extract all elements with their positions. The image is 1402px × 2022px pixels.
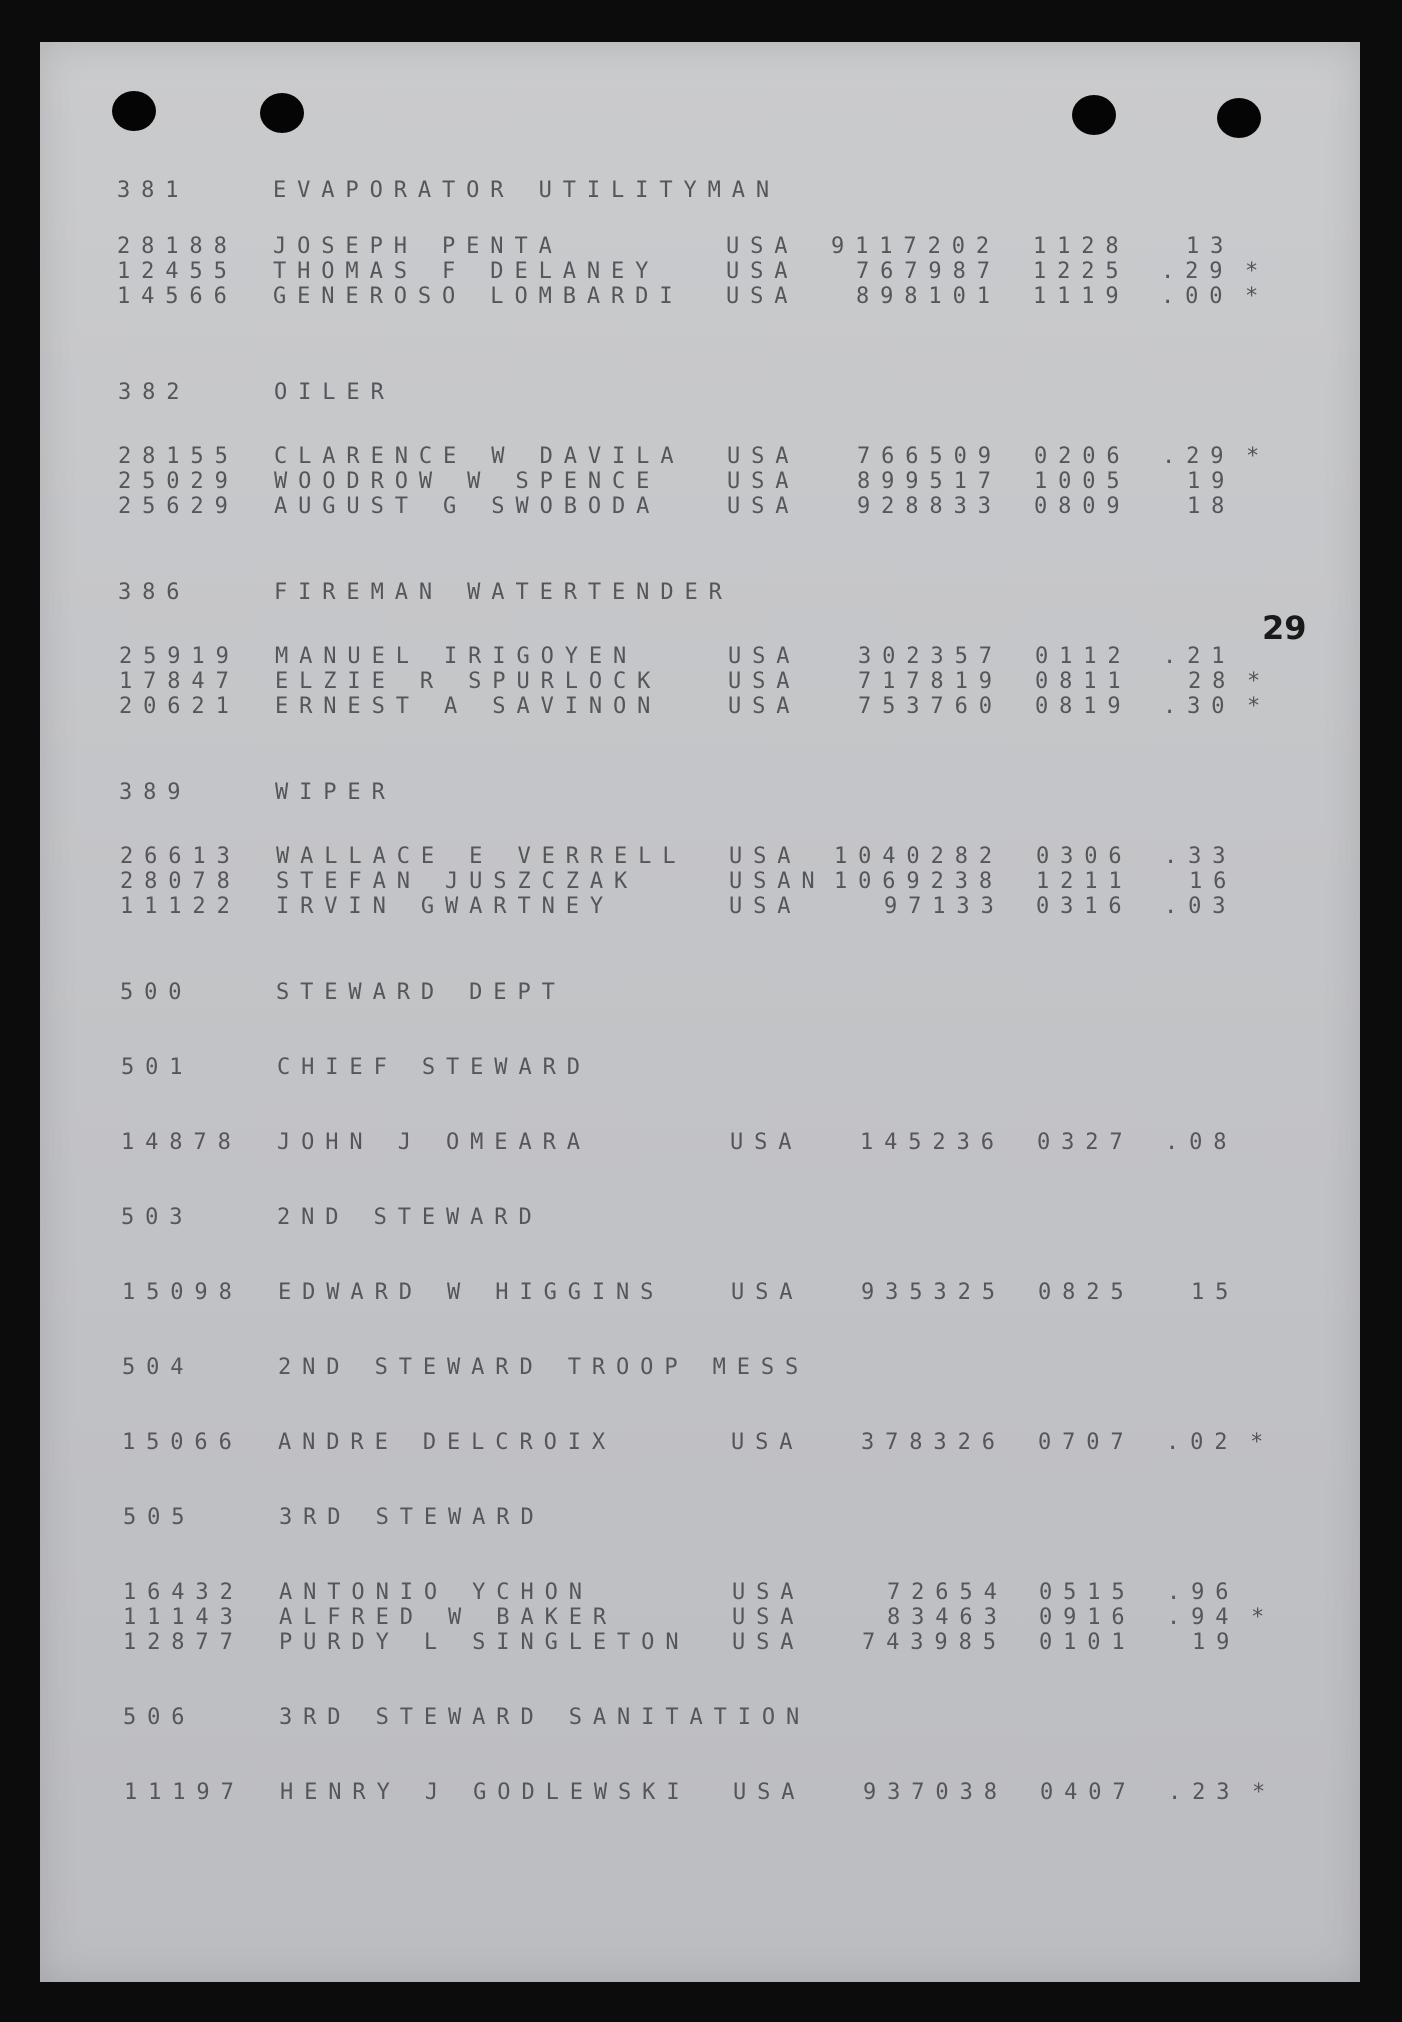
crew-id: 11143 [123,1605,244,1630]
crew-date: 0707 [1038,1430,1135,1455]
crew-date: 0825 [1038,1280,1135,1305]
crew-nationality: USA [730,1130,803,1155]
crew-nationality: USA [726,284,799,309]
crew-date: 1225 [1033,259,1130,284]
crew-name: MANUEL IRIGOYEN [275,644,638,669]
crew-number: 717819 [858,669,1003,694]
crew-value: 18 [1187,494,1236,519]
crew-number: 302357 [858,644,1003,669]
crew-name: JOSEPH PENTA [273,234,563,259]
crew-number: 97133 [884,894,1005,919]
crew-nationality: USA [728,694,801,719]
crew-number: 83463 [887,1605,1008,1630]
crew-id: 28188 [117,234,238,259]
section-code: 504 [122,1355,195,1380]
crew-id: 25919 [119,644,240,669]
section-code: 501 [121,1055,194,1080]
crew-id: 15066 [122,1430,243,1455]
crew-name: THOMAS F DELANEY [273,259,660,284]
crew-number: 899517 [857,469,1002,494]
crew-name: AUGUST G SWOBODA [274,494,661,519]
asterisk-mark: * [1247,669,1272,694]
crew-nationality: USAN [729,869,826,894]
section-code: 386 [118,580,191,605]
crew-id: 26613 [120,844,241,869]
section-code: 382 [118,380,191,405]
crew-nationality: USA [726,259,799,284]
crew-nationality: USA [729,894,802,919]
section-title: FIREMAN WATERTENDER [274,580,733,605]
crew-name: HENRY J GODLEWSKI [280,1780,691,1805]
crew-date: 0811 [1035,669,1132,694]
crew-number: 898101 [856,284,1001,309]
crew-value: .00 [1161,284,1234,309]
crew-date: 1211 [1036,869,1133,894]
crew-id: 25029 [118,469,239,494]
section-code: 389 [119,780,192,805]
asterisk-mark: * [1250,1430,1275,1455]
crew-value: 28 [1188,669,1237,694]
crew-date: 0327 [1037,1130,1134,1155]
crew-number: 935325 [861,1280,1006,1305]
section-title: 2ND STEWARD TROOP MESS [278,1355,810,1380]
crew-id: 11197 [124,1780,245,1805]
section-code: 381 [117,178,190,203]
crew-name: JOHN J OMEARA [277,1130,591,1155]
crew-id: 11122 [120,894,241,919]
crew-name: ELZIE R SPURLOCK [275,669,662,694]
crew-value: .03 [1164,894,1237,919]
crew-value: .33 [1164,844,1237,869]
asterisk-mark: * [1247,694,1272,719]
crew-value: .94 [1167,1605,1240,1630]
crew-date: 1119 [1033,284,1130,309]
crew-number: 72654 [887,1580,1008,1605]
crew-number: 766509 [857,444,1002,469]
section-title: WIPER [275,780,396,805]
crew-id: 20621 [119,694,240,719]
crew-number: 1069238 [834,869,1004,894]
crew-number: 9117202 [831,234,1001,259]
crew-number: 753760 [858,694,1003,719]
asterisk-mark: * [1252,1780,1277,1805]
crew-nationality: USA [729,844,802,869]
section-title: CHIEF STEWARD [277,1055,591,1080]
crew-nationality: USA [731,1280,804,1305]
crew-name: ANTONIO YCHON [279,1580,593,1605]
crew-nationality: USA [727,494,800,519]
crew-value: .29 [1161,259,1234,284]
section-title: STEWARD DEPT [276,980,566,1005]
crew-value: .96 [1167,1580,1240,1605]
section-title: EVAPORATOR UTILITYMAN [273,178,781,203]
crew-value: 13 [1186,234,1235,259]
crew-value: .23 [1168,1780,1241,1805]
crew-id: 14878 [121,1130,242,1155]
crew-nationality: USA [732,1630,805,1655]
crew-name: ERNEST A SAVINON [275,694,662,719]
crew-name: PURDY L SINGLETON [279,1630,690,1655]
crew-date: 0206 [1034,444,1131,469]
crew-date: 0306 [1036,844,1133,869]
punch-hole [260,93,304,133]
crew-value: .21 [1163,644,1236,669]
crew-nationality: USA [728,644,801,669]
crew-date: 0316 [1036,894,1133,919]
section-title: 2ND STEWARD [277,1205,543,1230]
crew-number: 1040282 [834,844,1004,869]
crew-id: 12455 [117,259,238,284]
crew-nationality: USA [733,1780,806,1805]
crew-name: GENEROSO LOMBARDI [273,284,684,309]
crew-name: WOODROW W SPENCE [274,469,661,494]
punch-hole [1072,95,1116,135]
crew-date: 0112 [1035,644,1132,669]
crew-date: 0407 [1040,1780,1137,1805]
punch-hole [112,91,156,131]
crew-nationality: USA [728,669,801,694]
crew-value: 19 [1192,1630,1241,1655]
crew-number: 937038 [863,1780,1008,1805]
crew-value: 15 [1191,1280,1240,1305]
asterisk-mark: * [1245,284,1270,309]
section-code: 505 [123,1505,196,1530]
crew-date: 0809 [1034,494,1131,519]
crew-nationality: USA [727,444,800,469]
crew-nationality: USA [732,1580,805,1605]
crew-number: 928833 [857,494,1002,519]
crew-nationality: USA [727,469,800,494]
crew-id: 15098 [122,1280,243,1305]
crew-date: 0819 [1035,694,1132,719]
crew-value: 16 [1189,869,1238,894]
document-page [40,42,1360,1982]
crew-date: 1005 [1034,469,1131,494]
crew-id: 12877 [123,1630,244,1655]
crew-id: 14566 [117,284,238,309]
crew-name: IRVIN GWARTNEY [276,894,615,919]
section-code: 500 [120,980,193,1005]
crew-value: .08 [1165,1130,1238,1155]
crew-name: ANDRE DELCROIX [278,1430,617,1455]
crew-name: WALLACE E VERRELL [276,844,687,869]
crew-nationality: USA [726,234,799,259]
section-title: 3RD STEWARD SANITATION [279,1705,811,1730]
crew-name: CLARENCE W DAVILA [274,444,685,469]
crew-id: 25629 [118,494,239,519]
crew-number: 145236 [860,1130,1005,1155]
crew-id: 28078 [120,869,241,894]
crew-id: 17847 [119,669,240,694]
crew-nationality: USA [732,1605,805,1630]
crew-id: 16432 [123,1580,244,1605]
asterisk-mark: * [1245,259,1270,284]
crew-number: 743985 [862,1630,1007,1655]
section-code: 503 [121,1205,194,1230]
punch-hole [1217,98,1261,138]
crew-value: .02 [1166,1430,1239,1455]
crew-value: .30 [1163,694,1236,719]
crew-name: ALFRED W BAKER [279,1605,618,1630]
crew-nationality: USA [731,1430,804,1455]
crew-date: 1128 [1033,234,1130,259]
crew-value: .29 [1162,444,1235,469]
crew-date: 0101 [1039,1630,1136,1655]
asterisk-mark: * [1251,1605,1276,1630]
crew-date: 0515 [1039,1580,1136,1605]
page-number: 29 [1262,609,1307,647]
asterisk-mark: * [1246,444,1271,469]
crew-number: 378326 [861,1430,1006,1455]
section-title: OILER [274,380,395,405]
crew-id: 28155 [118,444,239,469]
section-title: 3RD STEWARD [279,1505,545,1530]
crew-name: STEFAN JUSZCZAK [276,869,639,894]
crew-date: 0916 [1039,1605,1136,1630]
crew-number: 767987 [856,259,1001,284]
section-code: 506 [123,1705,196,1730]
crew-value: 19 [1187,469,1236,494]
crew-name: EDWARD W HIGGINS [278,1280,665,1305]
